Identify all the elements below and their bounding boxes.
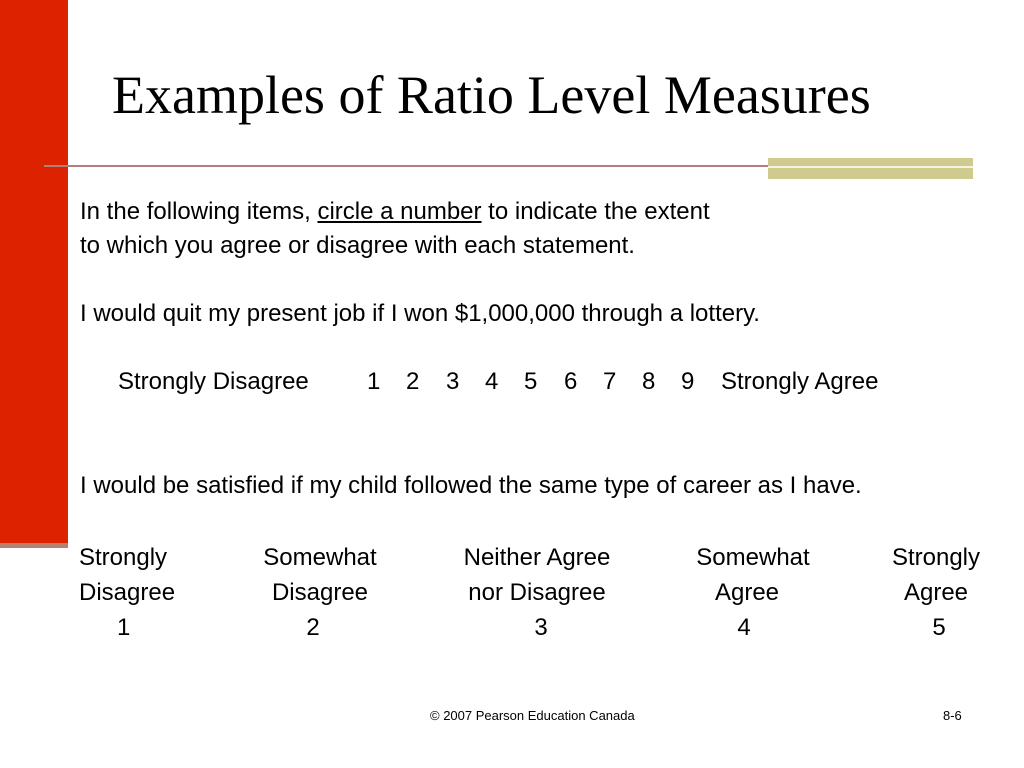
option-number: 1 xyxy=(117,614,131,641)
item1-scale-number: 9 xyxy=(681,368,695,395)
item1-scale-number: 1 xyxy=(367,368,381,395)
option-label-line1: Strongly xyxy=(891,544,981,571)
divider-accent-line xyxy=(768,166,973,168)
intro-line-1 xyxy=(80,200,710,224)
option-number: 3 xyxy=(534,614,548,641)
item2-statement: I would be satisfied if my child followed the same type of career as I have. xyxy=(80,472,862,499)
item1-scale-number: 6 xyxy=(564,368,578,395)
item1-scale-number: 5 xyxy=(524,368,538,395)
option-number: 5 xyxy=(932,614,946,641)
item2-option xyxy=(678,540,828,645)
slide-title: Examples of Ratio Level Measures xyxy=(112,65,871,125)
intro-text-after: to indicate the extent xyxy=(481,198,710,225)
item2-option xyxy=(245,540,395,645)
item2-option xyxy=(876,540,996,645)
option-label-line1: Somewhat xyxy=(263,544,377,571)
item1-statement: I would quit my present job if I won $1,000,000 through a lottery. xyxy=(80,300,760,327)
intro-line-2: to which you agree or disagree with each statement. xyxy=(80,232,635,259)
item1-scale-number: 2 xyxy=(406,368,420,395)
title-divider xyxy=(44,165,768,167)
option-label-line2: Disagree xyxy=(271,579,369,606)
option-label-line2: nor Disagree xyxy=(468,579,606,606)
page-number: 8-6 xyxy=(943,708,962,723)
footer-copyright: © 2007 Pearson Education Canada xyxy=(430,708,635,723)
left-accent-bar xyxy=(0,0,68,546)
item1-scale-number: 8 xyxy=(642,368,656,395)
item1-scale-number: 4 xyxy=(485,368,499,395)
intro-emphasis: circle a number xyxy=(317,198,482,225)
option-label-line1: Neither Agree xyxy=(463,544,611,571)
option-label-line1: Strongly xyxy=(79,544,168,571)
option-number: 2 xyxy=(306,614,320,641)
item1-scale-number: 3 xyxy=(446,368,460,395)
divider-accent-block xyxy=(768,158,973,179)
item1-scale-high: Strongly Agree xyxy=(721,368,879,395)
option-label-line1: Somewhat xyxy=(696,544,810,571)
option-label-line2: Agree xyxy=(903,579,969,606)
item2-option xyxy=(440,540,634,645)
option-label-line2: Agree xyxy=(714,579,780,606)
left-accent-bar-shadow xyxy=(0,543,68,548)
option-number: 4 xyxy=(737,614,751,641)
option-label-line2: Disagree xyxy=(79,579,176,606)
item1-scale-number: 7 xyxy=(603,368,617,395)
intro-text-before: In the following items, xyxy=(80,198,318,225)
item1-scale-low: Strongly Disagree xyxy=(118,368,309,395)
item2-option xyxy=(79,540,193,645)
